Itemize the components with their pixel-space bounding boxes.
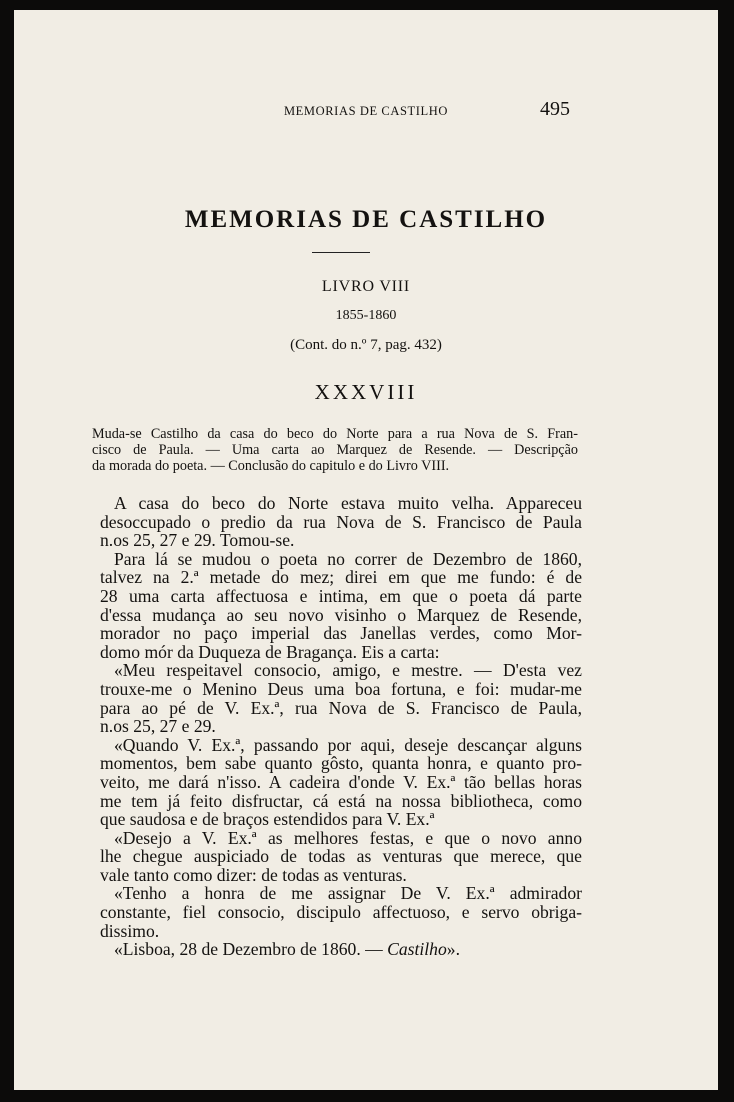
year-range: 1855-1860 bbox=[335, 308, 397, 323]
body-text bbox=[100, 494, 582, 959]
body-line: que saudosa e de braços estendidos para V. Ex.ª bbox=[100, 809, 435, 830]
page-title: MEMORIAS DE CASTILHO bbox=[184, 206, 548, 233]
summary-line: Muda-se Castilho da casa do beco do Norte para a rua Nova de S. Fran- bbox=[92, 426, 578, 442]
scan-border bbox=[0, 0, 14, 1102]
book-heading: LIVRO VIII bbox=[321, 278, 411, 295]
body-line: «Quando V. Ex.ª, passando por aqui, deseje descançar alguns bbox=[114, 734, 582, 755]
closing-line bbox=[100, 940, 582, 959]
body-line: morador no paço imperial das Janellas verdes, como Mor- bbox=[100, 623, 582, 644]
body-line: para ao pé de V. Ex.ª, rua Nova de S. Francisco de Paula, bbox=[100, 697, 582, 718]
body-line: trouxe-me o Menino Deus uma boa fortuna, e foi: mudar-me bbox=[100, 678, 582, 699]
body-line: constante, fiel consocio, discipulo affectuoso, e servo obriga- bbox=[100, 902, 582, 923]
body-line: 28 uma carta affectuosa e intima, em que o poeta dá parte bbox=[100, 585, 582, 606]
closing-mark: ». bbox=[446, 939, 460, 960]
summary-line: da morada do poeta. — Conclusão do capitulo e do Livro VIII. bbox=[92, 458, 450, 474]
body-line: talvez na 2.ª metade do mez; direi em que me fundo: é de bbox=[100, 567, 582, 588]
page-number: 495 bbox=[540, 98, 570, 120]
running-head: MEMORIAS DE CASTILHO bbox=[283, 104, 449, 118]
body-line: domo mór da Duqueza de Bragança. Eis a carta: bbox=[100, 641, 440, 662]
body-line: momentos, bem sabe quanto gôsto, quanta honra, e quanto pro- bbox=[100, 753, 582, 774]
body-line: desoccupado o predio da rua Nova de S. Francisco de Paula bbox=[100, 511, 582, 532]
body-line: lhe chegue auspiciado de todas as venturas que merece, que bbox=[100, 846, 582, 867]
body-line: Para lá se mudou o poeta no correr de Dezembro de 1860, bbox=[114, 548, 582, 569]
chapter-number: XXXVIII bbox=[314, 380, 418, 404]
continuation-note: (Cont. do n.º 7, pag. 432) bbox=[290, 337, 442, 353]
signature: Castilho bbox=[387, 939, 447, 960]
chapter-summary bbox=[92, 426, 578, 474]
title-divider bbox=[312, 252, 370, 253]
body-line: «Meu respeitavel consocio, amigo, e mestre. — D'esta vez bbox=[114, 660, 582, 681]
book-page bbox=[14, 10, 718, 1090]
body-line: vale tanto como dizer: de todas as venturas. bbox=[100, 864, 407, 885]
body-line: me tem já feito disfructar, cá está na nossa bibliotheca, como bbox=[100, 790, 582, 811]
body-line: A casa do beco do Norte estava muito velha. Appareceu bbox=[114, 493, 582, 513]
body-line: «Tenho a honra de me assignar De V. Ex.ª admirador bbox=[114, 883, 582, 904]
body-line: d'essa mudança ao seu novo visinho o Marquez de Resende, bbox=[100, 604, 582, 625]
summary-line: cisco de Paula. — Uma carta ao Marquez de Resende. — Descripção bbox=[92, 442, 578, 458]
body-line: n.os 25, 27 e 29. bbox=[100, 716, 216, 737]
body-line: n.os 25, 27 e 29. Tomou-se. bbox=[100, 530, 295, 551]
closing-text: «Lisboa, 28 de Dezembro de 1860. — bbox=[114, 939, 388, 960]
body-line: dissimo. bbox=[100, 920, 160, 941]
body-line: «Desejo a V. Ex.ª as melhores festas, e que o novo anno bbox=[114, 827, 582, 848]
body-line: veito, me dará n'isso. A cadeira d'onde V. Ex.ª tão bellas horas bbox=[100, 771, 582, 792]
